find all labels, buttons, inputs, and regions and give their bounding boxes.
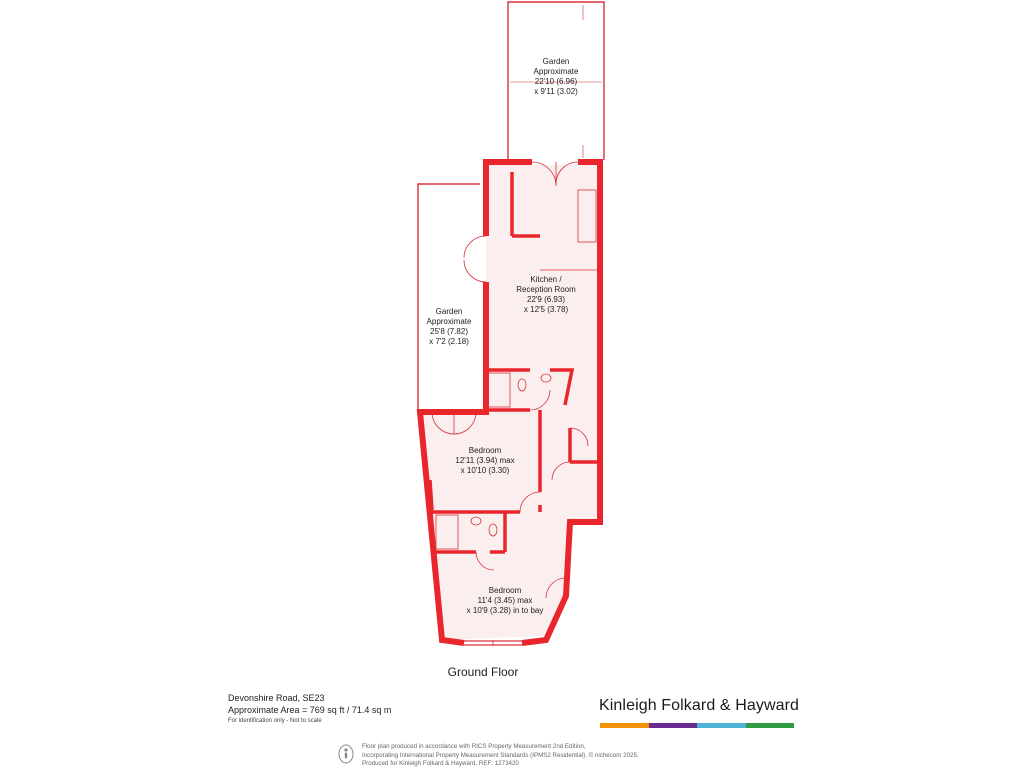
footer-line-3: Produced for Kinleigh Folkard & Hayward. REF: 1273420 <box>362 760 519 767</box>
label-line: Approximate <box>426 317 472 326</box>
room-label-garden-side <box>427 307 472 346</box>
label-line: 11'4 (3.45) max <box>477 596 533 605</box>
label-line: Garden <box>542 57 570 66</box>
disclaimer: For identification only - Not to scale <box>228 718 322 724</box>
footer-line-1: Floor plan produced in accordance with RICS Property Measurement 2nd Edition, <box>362 743 586 750</box>
agent-color-bar <box>600 723 794 728</box>
label-line: Bedroom <box>468 446 502 455</box>
footer-line-2: Incorporating International Property Measurement Standards (IPMS2 Residential). © nichecom 2025. <box>362 751 639 759</box>
label-line: 12'11 (3.94) max <box>455 456 515 465</box>
label-line: x 10'10 (3.30) <box>460 466 510 475</box>
color-bar-segment <box>649 723 698 728</box>
label-line: 22'9 (6.93) <box>527 295 565 304</box>
footer-notes <box>362 743 639 769</box>
nichecom-logo-icon <box>338 744 354 764</box>
property-address: Devonshire Road, SE23 <box>228 693 325 703</box>
label-line: x 10'9 (3.28) in to bay <box>466 606 544 615</box>
room-label-garden-top <box>534 57 579 96</box>
label-line: Kitchen / <box>530 275 562 284</box>
color-bar-segment <box>697 723 746 728</box>
label-line: x 12'5 (3.78) <box>523 305 569 314</box>
side-garden <box>418 184 480 410</box>
label-line: x 9'11 (3.02) <box>534 87 578 96</box>
label-line: 22'10 (6.96) <box>534 77 578 86</box>
floor-name: Ground Floor <box>447 665 519 679</box>
property-area: Approximate Area = 769 sq ft / 71.4 sq m <box>228 705 392 715</box>
color-bar-segment <box>746 723 795 728</box>
label-line: Reception Room <box>516 285 576 294</box>
label-line: Bedroom <box>488 586 522 595</box>
label-line: x 7'2 (2.18) <box>429 337 469 346</box>
label-line: Garden <box>435 307 463 316</box>
color-bar-segment <box>600 723 649 728</box>
label-line: Approximate <box>533 67 579 76</box>
label-line: 25'8 (7.82) <box>430 327 468 336</box>
agent-name: Kinleigh Folkard & Hayward <box>599 697 800 714</box>
